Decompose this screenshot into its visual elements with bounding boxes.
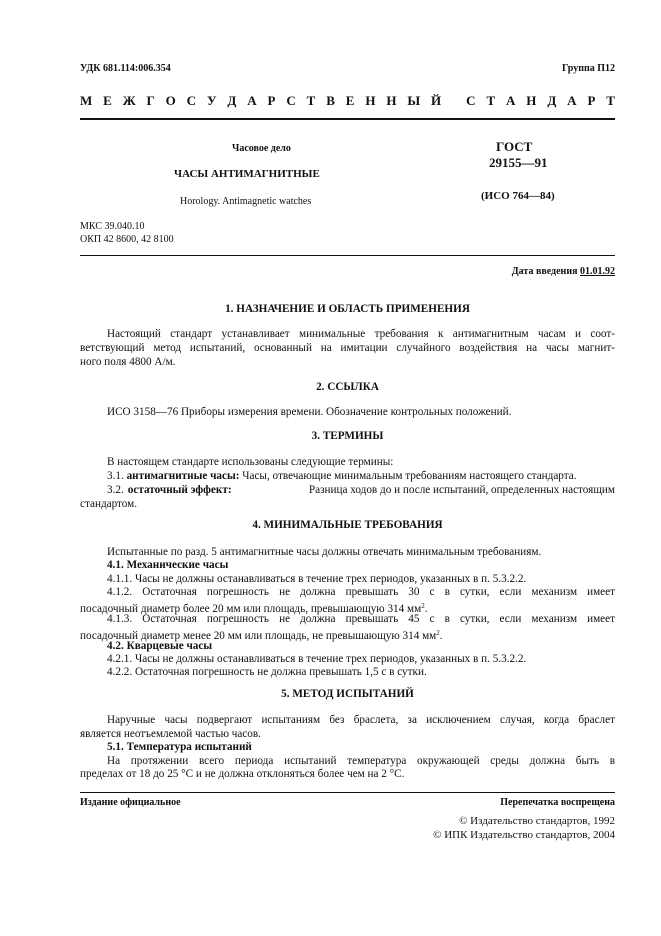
banner-letter: Р [587,93,596,108]
requirements-intro: Испытанные по разд. 5 антимагнитные часы должны отвечать минимальным требованиям. [107,546,542,558]
reference-line: ИСО 3158—76 Приборы измерения времени. Обозначение контрольных положений. [107,406,512,418]
banner-letter: О [165,93,176,108]
term-3-2-continuation: стандартом. [80,498,138,510]
banner-letter: А [567,93,577,108]
english-title: Horology. Antimagnetic watches [180,196,312,207]
banner-letter: С [286,93,296,108]
period: . [424,603,428,615]
banner-letter: Е [103,93,112,108]
term-name: остаточный эффект: [127,484,232,496]
section-1-text [80,327,615,369]
section-4-heading: 4. МИНИМАЛЬНЫЕ ТРЕБОВАНИЯ [252,519,443,531]
banner-letter: Т [306,93,316,108]
banner-letter: У [206,93,217,108]
gost-label: ГОСТ [496,139,533,154]
term-number: 3.2. [107,484,124,496]
section-2-heading: 2. ССЫЛКА [316,381,379,393]
term-3-2 [80,483,615,497]
term-3-1 [80,469,642,483]
clause-4-1-1: 4.1.1. Часы не должны останавливаться в течение трех периодов, указанных в п. 5.3.2.2. [107,573,527,585]
quartz-watches-title: 4.2. Кварцевые часы [107,640,213,652]
reprint-notice: Перепечатка воспрещена [500,797,615,808]
banner-letter: Н [365,93,376,108]
intro-date [512,266,615,277]
period: . [439,630,443,642]
banner-letter: С [186,93,197,108]
term-name: антимагнитные часы: [126,470,240,482]
clause-4-1-3: 4.1.3. Остаточная погрешность не должна превышать 45 с в сутки, если механизм имеет [107,613,615,625]
clause-text: посадочный диаметр менее 20 мм или площадь, не превышающую 314 мм [80,630,437,642]
subject-label: Часовое дело [232,143,291,154]
banner-letter: Е [345,93,355,108]
clause-4-1-2: 4.1.2. Остаточная погрешность не должна превышать 30 с в сутки, если механизм имеет [107,586,615,598]
test-temperature-title: 5.1. Температура испытаний [107,741,252,753]
gost-number: 29155—91 [489,155,548,170]
header-rule [80,118,615,120]
banner-letter: В [326,93,335,108]
document-title: ЧАСЫ АНТИМАГНИТНЫЕ [174,168,320,180]
superscript: 2 [421,602,425,610]
test-method-continuation: является неотъемлемой частью часов. [80,728,261,740]
iso-reference: (ИСО 764—84) [481,190,555,202]
section-3-heading: 3. ТЕРМИНЫ [311,430,384,442]
footer-rule [80,792,615,793]
terms-intro: В настоящем стандарте использованы следующие термины: [107,456,394,468]
term-definition: Часы, отвечающие минимальным требованиям настоящего стандарта. [242,470,577,482]
banner-letter: Р [267,93,276,108]
intro-date-label: Дата введения [511,266,578,277]
banner-letter: Т [486,93,496,108]
banner-letter: А [247,93,257,108]
banner-letter: Т [606,93,615,108]
banner-letter: Й [431,93,442,108]
copyright-2004: © ИПК Издательство стандартов, 2004 [433,829,615,841]
banner-letter: Н [526,93,537,108]
title-rule [80,255,615,256]
superscript: 2 [436,629,440,637]
mks-code: МКС 39.040.10 [80,221,145,232]
section-5-heading: 5. МЕТОД ИСПЫТАНИЙ [281,688,414,700]
text-line: ветствующий метод испытаний, основанный на имитации случайного воздействия на часы магнит- [80,342,615,354]
banner-letter: Г [146,93,155,108]
standard-banner [80,93,615,109]
banner-letter: А [506,93,516,108]
clause-4-2-2: 4.2.2. Остаточная погрешность не должна превышать 1,5 с в сутки. [107,666,427,678]
clause-4-2-1: 4.2.1. Часы не должны останавливаться в течение трех периодов, указанных в п. 5.3.2.2. [107,653,527,665]
intro-date-value: 01.01.92 [580,266,615,277]
banner-letter: Ы [407,93,421,108]
term-definition: Разница ходов до и после испытаний, определенных настоящим [308,484,615,496]
mechanical-watches-title: 4.1. Механические часы [107,559,229,571]
banner-letter: Д [227,93,237,108]
text-line: ного поля 4800 А/м. [80,356,176,368]
text-line: Настоящий стандарт устанавливает минимальные требования к антимагнитным часам и соот- [107,328,615,340]
banner-space [452,93,455,109]
section-1-heading: 1. НАЗНАЧЕНИЕ И ОБЛАСТЬ ПРИМЕНЕНИЯ [225,303,470,315]
copyright-1992: © Издательство стандартов, 1992 [459,815,615,827]
banner-letter: Ж [122,93,136,108]
test-method-text: Наручные часы подвергают испытаниям без браслета, за исключением случая, когда браслет [107,714,615,726]
term-3-2-lead [107,483,232,497]
banner-letter: С [466,93,476,108]
term-number: 3.1. [107,470,124,482]
test-temperature-text: На протяжении всего периода испытаний температура окружающей среды должна быть в [107,755,615,767]
official-edition: Издание официальное [80,797,181,808]
banner-letter: Д [547,93,557,108]
clause-text: посадочный диаметр более 20 мм или площадь, превышающую 314 мм [80,603,422,615]
udk-code: УДК 681.114:006.354 [80,63,171,74]
banner-letter: Н [386,93,397,108]
okp-code: ОКП 42 8600, 42 8100 [80,234,174,245]
group-code: Группа П12 [562,63,615,74]
test-temperature-continuation: пределах от 18 до 25 °С и не должна отклоняться более чем на 2 °С. [80,768,405,780]
banner-letter: М [80,93,93,108]
